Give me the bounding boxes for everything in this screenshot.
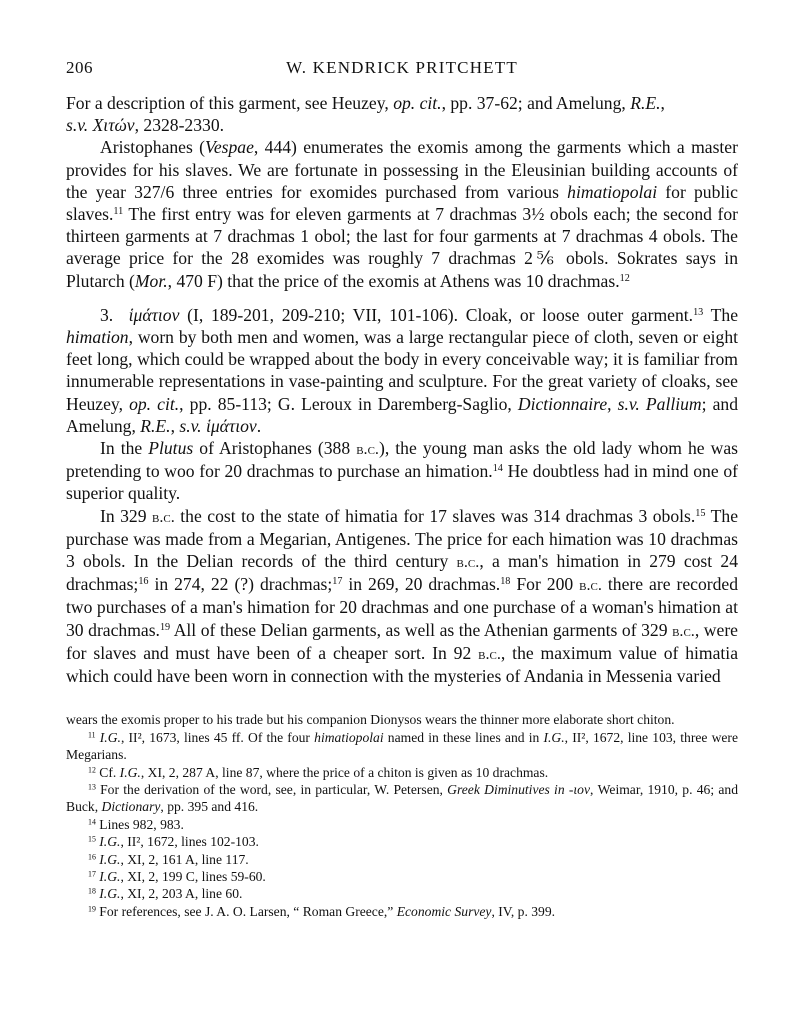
footnote-14: $^{14}$ Lines 982, 983. [88,816,184,832]
page-header [66,58,738,86]
footnote-11: $^{11}$ I.G., II², 1673, lines 45 ff. Of the four himatiopolai named in these lines and in I.G., II², 1672, line 103, three were Megarians. [66,729,738,763]
footnote-16: $^{16}$ I.G., XI, 2, 161 A, line 117. [88,851,249,867]
footnote-15: $^{15}$ I.G., II², 1672, lines 102-103. [88,834,259,850]
page-number: 206 [66,58,93,77]
paragraph-chiton-reference: For a description of this garment, see Heuzey, op. cit., pp. 37-62; and Amelung, R.E., s.v. Χιτών, 2328-2330. [66,93,665,136]
footnote-continuation: wears the exomis proper to his trade but his companion Dionysos wears the thinner more elaborate short chiton. [66,712,675,728]
paragraph-himation-definition: 3. ἱμάτιον (I, 189-201, 209-210; VII, 101-106). Cloak, or loose outer garment.$^{13}$ The himation, worn by both men and women, was a large rectangular piece of cloth, seven or eight feet long, which could be wrapped about the body in every conceivable way; it is familiar from innumerable representations in vase-painting and sculpture. For the great variety of cloaks, see Heuzey, op. cit., pp. 85-113; G. Leroux in Daremberg-Saglio, Dictionnaire, s.v. Pallium; and Amelung, R.E., s.v. ἱμάτιον. [66,304,739,436]
footnote-13: $^{13}$ For the derivation of the word, see, in particular, W. Petersen, Greek Diminutives in -ιον, Weimar, 1910, p. 46; and Buck, Dictionary, pp. 395 and 416. [66,781,738,815]
footnotes [66,711,738,920]
footnote-12: $^{12}$ Cf. I.G., XI, 2, 287 A, line 87, where the price of a chiton is given as 10 drachmas. [88,764,549,780]
running-head: W. KENDRICK PRITCHETT [286,58,518,77]
paragraph-plutus: In the Plutus of Aristophanes (388 b.c.), the young man asks the old lady whom he was pretending to woo for 20 drachmas to purchase an himation.$^{14}$ He doubtless had in mind one of superior quality. [66,438,738,504]
paragraph-exomis: Aristophanes (Vespae, 444) enumerates the exomis among the garments which a master provides for his slaves. We are fortunate in possessing in the Eleusinian building accounts of the year 327/6 three entries for exomides purchased from various himatiopolai for public slaves.$^{11}$ The first entry was for eleven garments at 7 drachmas 3½ obols each; the second for thirteen garments at 7 drachmas 1 obol; the last for four garments at 7 drachmas 4 obols. The average price for the 28 exomides was roughly 7 drachmas 2⅚ obols. Sokrates says in Plutarch (Mor., 470 F) that the price of the exomis at Athens was 10 drachmas.$^{12}$ [66,137,738,291]
footnote-18: $^{18}$ I.G., XI, 2, 203 A, line 60. [88,886,243,902]
page [66,58,738,920]
footnote-17: $^{17}$ I.G., XI, 2, 199 C, lines 59-60. [88,868,266,884]
main-text [66,92,738,687]
paragraph-himatia-prices: In 329 b.c. the cost to the state of himatia for 17 slaves was 314 drachmas 3 obols.$^{15}$ The purchase was made from a Megarian, Antigenes. The price for each himation was 10 drachmas 3 obols. In the Delian records of the third century b.c., a man's himation in 279 cost 24 drachmas;$^{16}$ in 274, 22 (?) drachmas;$^{17}$ in 269, 20 drachmas.$^{18}$ For 200 b.c. there are recorded two purchases of a man's himation for 20 drachmas and one purchase of a woman's himation at 30 drachmas.$^{19}$ All of these Delian garments, as well as the Athenian garments of 329 b.c., were for slaves and must have been of a cheaper sort. In 92 b.c., the maximum value of himatia which could have been worn in connection with the mysteries of Andania in Messenia varied [66,505,739,687]
footnote-19: $^{19}$ For references, see J. A. O. Larsen, “ Roman Greece,” Economic Survey, IV, p. 399. [88,903,556,919]
